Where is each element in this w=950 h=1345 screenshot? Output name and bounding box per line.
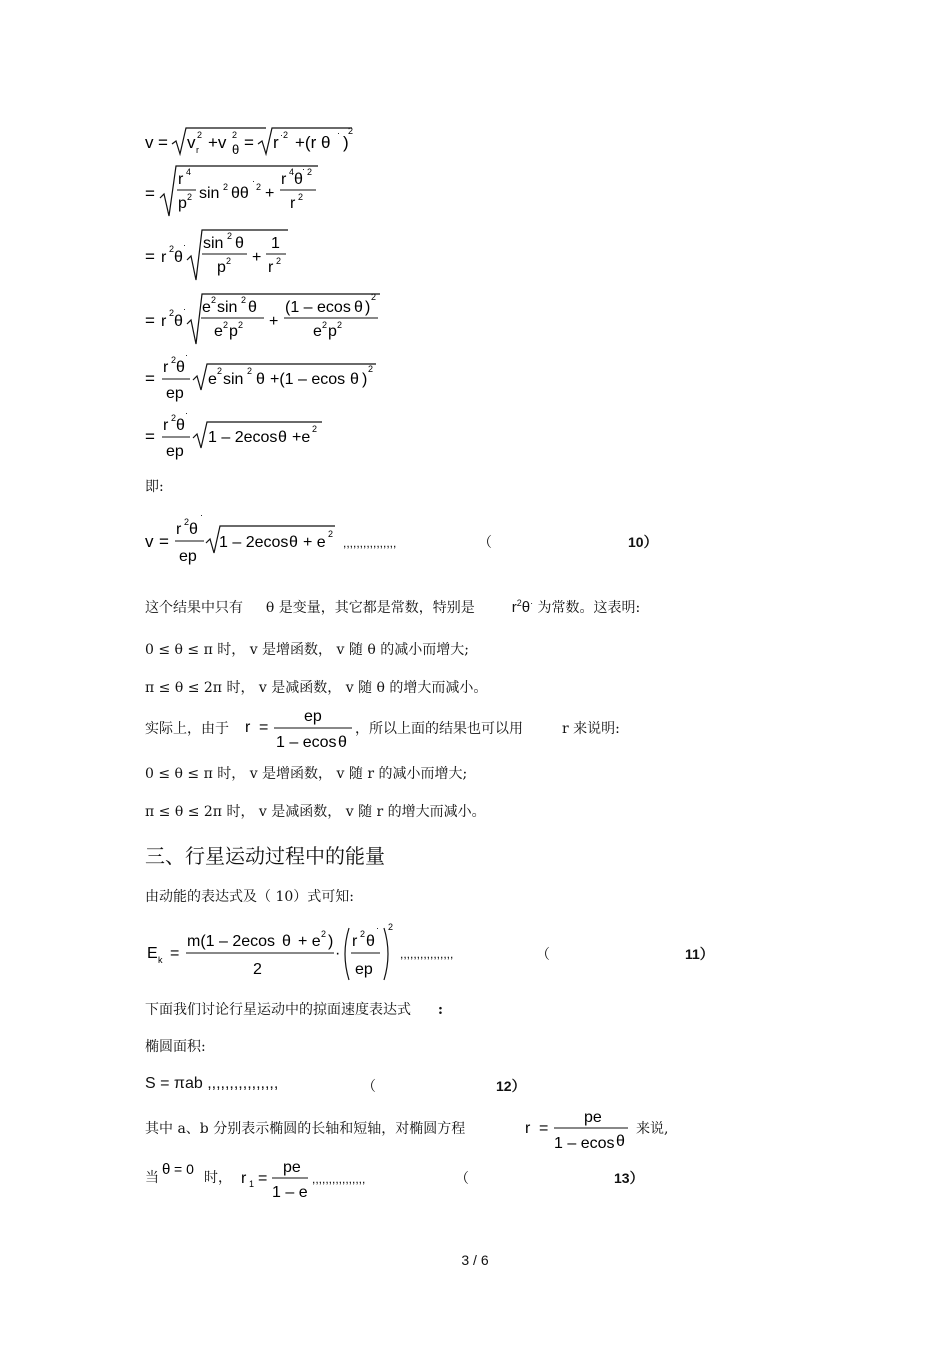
svg-text:p: p [178,195,187,212]
svg-text:+(r θ: +(r θ [295,133,331,152]
svg-text:=: = [145,247,155,266]
svg-text:): ) [343,133,349,152]
ji-label: 即: [145,479,164,495]
svg-text:2: 2 [388,922,394,932]
equation-r-ep [240,702,360,754]
svg-text:1 – 2ecos: 1 – 2ecos [208,429,278,446]
actually-suffix: r 来说明: [562,721,620,737]
equation-step-2 [140,162,340,222]
svg-text:θ: θ [235,235,244,252]
svg-text:): ) [362,371,368,388]
svg-text:+(1 – ecos: +(1 – ecos [270,371,346,388]
svg-text:θ: θ [278,429,287,446]
case-3: 0 ≤ θ ≤ π 时， v 是增函数， v 随 r 的减小而增大; [145,766,468,782]
svg-text:v: v [145,133,154,152]
svg-text:2: 2 [247,366,253,376]
svg-text:2: 2 [253,961,262,978]
svg-text:=: = [539,1120,549,1137]
svg-text:ep: ep [179,548,197,565]
equation-11 [142,918,472,984]
svg-text:k: k [158,955,163,965]
svg-text:p: p [217,259,226,276]
svg-text:2: 2 [223,320,229,330]
eq10-number: 10） [628,534,658,550]
svg-text:=: = [244,133,254,152]
svg-text:2: 2 [169,244,175,254]
svg-text:sin: sin [203,235,224,252]
svg-text:+ e: + e [303,534,326,551]
svg-text:r: r [273,133,279,152]
svg-text:·: · [252,176,255,186]
svg-text:·: · [335,945,341,962]
ab-line-prefix: 其中 a、b 分别表示椭圆的长轴和短轴，对椭圆方程 [145,1121,466,1137]
svg-text:=: = [145,369,155,388]
svg-text:=: = [258,1170,268,1187]
svg-text:r: r [268,259,274,276]
svg-text:E: E [147,945,158,962]
svg-text:θ: θ [174,249,183,266]
svg-text:=: = [170,945,180,962]
svg-text:r: r [281,171,287,188]
svg-text:+: + [252,249,262,266]
svg-text:+: + [265,185,275,202]
case-2: π ≤ θ ≤ 2π 时， v 是减函数， v 随 θ 的增大而减小。 [145,680,488,696]
svg-text:θ: θ [162,1161,171,1178]
svg-text:pe: pe [584,1109,602,1126]
svg-text:2: 2 [211,295,217,305]
svg-text:2: 2 [227,231,233,241]
svg-text:2: 2 [368,364,374,374]
svg-text:r: r [196,145,199,155]
eq12-open-paren: （ [362,1078,376,1094]
result-line: 这个结果中只有 θ 是变量，其它都是常数，特别是 $r^2\theta^\cdot$ 为常数。这表明: [145,598,641,616]
svg-text:r: r [161,249,167,266]
svg-text:r: r [163,417,169,434]
svg-text:ep: ep [166,443,184,460]
svg-text:,,,,,,,,,,,,,,,,: ,,,,,,,,,,,,,,,, [400,947,454,961]
svg-text:·: · [185,352,188,360]
eq13-number: 13） [614,1170,644,1186]
svg-text:v: v [145,532,154,551]
svg-text:2: 2 [238,320,244,330]
svg-text:θ: θ [282,933,291,950]
eq12-number: 12） [496,1078,526,1094]
svg-text:+v: +v [208,133,227,152]
svg-text:θ: θ [350,371,359,388]
svg-text:=: = [259,719,269,736]
actually-prefix: 实际上，由于 [145,721,229,737]
svg-text:2: 2 [241,295,247,305]
svg-text:θ: θ [616,1133,625,1150]
svg-text:sin: sin [217,299,238,316]
kinetic-intro: 由动能的表达式及（ 10）式可知: [145,889,354,905]
svg-text:e: e [214,323,223,340]
svg-text:4: 4 [186,167,192,177]
svg-text:2: 2 [348,126,354,136]
svg-text:2: 2 [217,366,223,376]
eq13-open-paren: （ [455,1170,469,1186]
svg-text:1 – ecos: 1 – ecos [276,734,337,751]
svg-text:= 0: = 0 [174,1161,194,1177]
svg-text:): ) [328,933,334,950]
equation-theta-zero [160,1156,200,1186]
when-prefix: 当 [145,1170,159,1186]
equation-velocity-definition [140,120,360,160]
svg-text:·: · [376,923,379,933]
svg-text:2: 2 [187,192,193,202]
page-number: 3 / 6 [461,1252,489,1268]
svg-text:(1 – ecos: (1 – ecos [285,299,351,316]
svg-text:ep: ep [304,708,322,725]
svg-text:2: 2 [298,192,304,202]
svg-text:+e: +e [292,429,311,446]
svg-text:=: = [158,133,168,152]
svg-text:·: · [337,128,340,138]
equation-12: S = πab ,,,,,,,,,,,,,,,, [145,1075,279,1092]
svg-text:2: 2 [171,355,177,365]
svg-text:2: 2 [226,256,232,266]
svg-text:r: r [241,1170,247,1187]
svg-text:2: 2 [171,413,177,423]
svg-text:sin: sin [223,371,244,388]
svg-text:2: 2 [371,292,377,302]
equation-ellipse-r [520,1103,640,1155]
svg-text:p: p [328,323,337,340]
svg-text:θ: θ [248,299,257,316]
actually-middle: ，所以上面的结果也可以用 [355,721,523,737]
svg-text:v: v [187,133,196,152]
svg-text:1 – ecos: 1 – ecos [554,1135,615,1152]
svg-text:θ: θ [354,299,363,316]
svg-text:θ: θ [232,142,240,157]
svg-text:r: r [290,195,296,212]
svg-text:e: e [202,299,211,316]
eq11-number: 11） [685,946,714,962]
svg-text:+: + [269,313,279,330]
svg-text:+ e: + e [298,933,321,950]
ab-line-suffix: 来说, [636,1121,669,1137]
svg-text:θ: θ [294,171,303,188]
svg-text:·: · [185,410,188,418]
svg-text:2: 2 [360,929,366,939]
svg-text:,,,,,,,,,,,,,,,,: ,,,,,,,,,,,,,,,, [312,1172,366,1186]
svg-text:θ: θ [289,534,298,551]
svg-text:2: 2 [307,167,313,177]
svg-text:2: 2 [197,130,203,140]
svg-text:θ: θ [256,371,265,388]
areal-intro: 下面我们讨论行星运动中的掠面速度表达式 : [145,1002,444,1018]
svg-text:sin: sin [199,185,220,202]
svg-text:2: 2 [223,182,229,192]
svg-text:r: r [352,933,358,950]
svg-text:·: · [302,164,305,174]
svg-text:=: = [145,427,155,446]
svg-text:1 – e: 1 – e [272,1184,308,1201]
svg-text:e: e [313,323,322,340]
equation-step-4 [140,290,390,348]
svg-text:·: · [183,240,186,250]
svg-text:pe: pe [283,1159,301,1176]
section-heading-energy: 三、行星运动过程中的能量 [145,844,385,868]
equation-step-5 [140,352,390,410]
svg-text:4: 4 [289,167,295,177]
svg-text:=: = [145,311,155,330]
svg-text:r: r [525,1120,531,1137]
eq10-open-paren: （ [478,534,492,550]
svg-text:1 – 2ecos: 1 – 2ecos [219,534,289,551]
svg-text:r: r [161,313,167,330]
svg-text:θ: θ [176,359,185,376]
svg-text:2: 2 [328,529,334,539]
when-suffix: 时， [204,1170,232,1186]
svg-text:θθ: θθ [231,185,249,202]
svg-text:·: · [183,304,186,314]
equation-step-3 [140,226,300,284]
svg-text:=: = [159,532,169,551]
svg-text:2: 2 [256,182,262,192]
svg-text:r: r [176,521,182,538]
svg-text:θ: θ [338,734,347,751]
svg-text:2: 2 [276,256,282,266]
svg-text:=: = [145,184,155,203]
svg-text:r: r [245,719,251,736]
ellipse-area-label: 椭圆面积: [145,1039,206,1055]
svg-text:e: e [208,371,217,388]
svg-text:2: 2 [322,320,328,330]
svg-text:2: 2 [232,130,238,140]
svg-text:1: 1 [271,235,280,252]
case-1: 0 ≤ θ ≤ π 时， v 是增函数， v 随 θ 的减小而增大; [145,642,469,658]
svg-text:): ) [365,299,371,316]
svg-text:θ: θ [174,313,183,330]
svg-text:θ: θ [366,933,375,950]
svg-text:θ: θ [176,417,185,434]
svg-text:ep: ep [355,961,373,978]
svg-text:·2: ·2 [280,130,289,140]
svg-text:p: p [229,323,238,340]
svg-text:2: 2 [184,517,190,527]
equation-10 [140,510,420,568]
svg-text:r: r [163,359,169,376]
svg-text:1: 1 [249,1179,255,1189]
svg-text:·: · [200,510,203,520]
equation-step-6 [140,410,340,468]
svg-text:m(1 – 2ecos: m(1 – 2ecos [187,933,276,950]
svg-text:,,,,,,,,,,,,,,,,: ,,,,,,,,,,,,,,,, [343,536,397,550]
equation-13 [236,1152,396,1204]
eq11-open-paren: （ [536,946,550,962]
svg-text:2: 2 [321,929,327,939]
svg-text:r: r [178,171,184,188]
svg-text:2: 2 [337,320,343,330]
case-4: π ≤ θ ≤ 2π 时， v 是减函数， v 随 r 的增大而减小。 [145,804,486,820]
svg-text:ep: ep [166,385,184,402]
svg-text:2: 2 [312,424,318,434]
svg-text:θ: θ [189,521,198,538]
svg-text:2: 2 [169,308,175,318]
